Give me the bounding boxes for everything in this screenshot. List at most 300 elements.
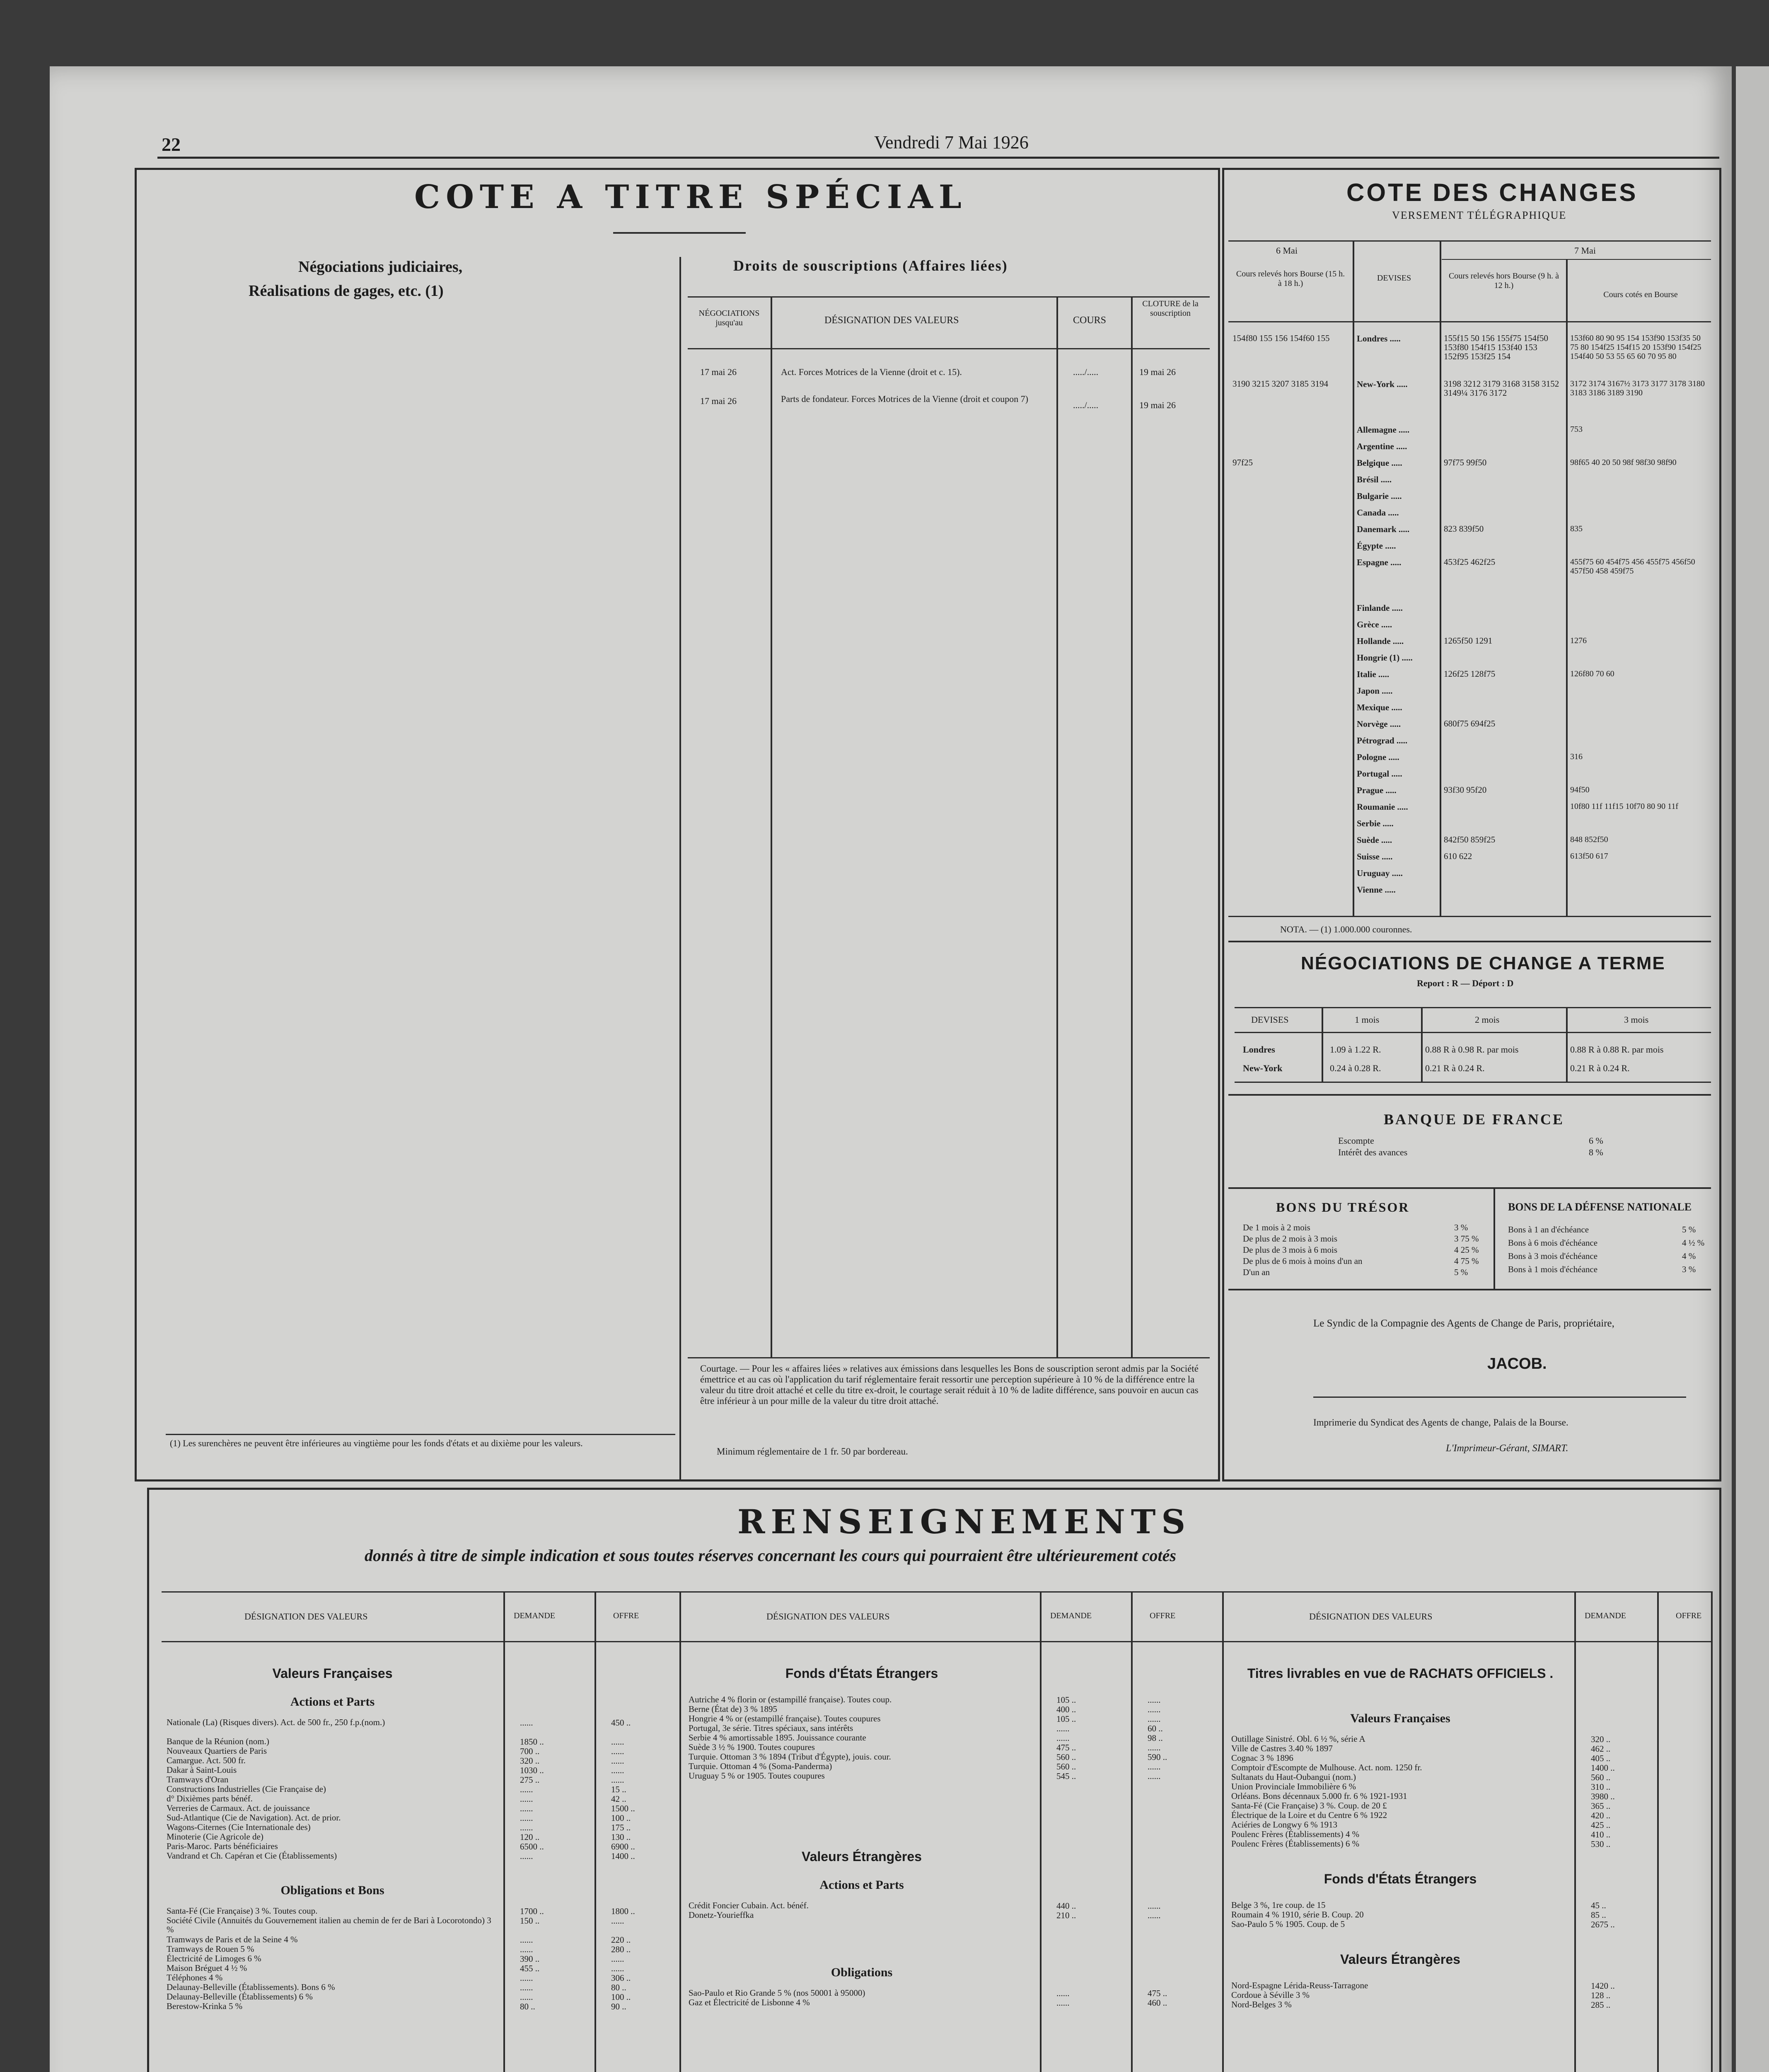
rens-row-designation: Électricité de Limoges 6 %	[167, 1953, 261, 1963]
changes-row-c4: 10f80 11f 11f15 10f70 80 90 11f	[1570, 802, 1679, 811]
changes-col4: Cours cotés en Bourse	[1603, 290, 1678, 299]
bons-defense-label: Bons à 3 mois d'échéance	[1508, 1251, 1598, 1261]
rens-section-heading: Valeurs Françaises	[272, 1666, 393, 1681]
terme-col-line	[1322, 1007, 1323, 1082]
rens-col-offre: OFFRE	[1150, 1611, 1176, 1620]
rens-row-offre: ......	[1148, 1704, 1161, 1714]
rens-row-offre: ......	[611, 1737, 624, 1747]
changes-row-c4: 153f60 80 90 95 154 153f90 153f35 50 75 80 154f25 154f15 20 153f90 154f25 154f40 50 53 55 65 60 70 95 80	[1570, 334, 1701, 361]
gerant-line: L'Imprimeur-Gérant, SIMART.	[1446, 1443, 1568, 1454]
rens-row-demande: 320 ..	[1591, 1734, 1611, 1744]
avances-value: 8 %	[1589, 1147, 1603, 1157]
rens-row-designation: Nouveaux Quartiers de Paris	[167, 1746, 267, 1756]
rens-col-line	[594, 1591, 596, 2072]
renseignements-subtitle: donnés à titre de simple indication et sous toutes réserves concernant les cours qui pourraient être ultérieurement cotés	[365, 1546, 1176, 1565]
rens-row-demande: 462 ..	[1591, 1744, 1611, 1754]
rens-row-demande: 85 ..	[1591, 1910, 1606, 1920]
rens-row-demande: 425 ..	[1591, 1820, 1611, 1830]
rens-row-demande: ......	[520, 1813, 533, 1823]
changes-row-c3: 610 622	[1444, 851, 1472, 861]
changes-row-devise: Suisse .....	[1357, 852, 1393, 862]
rens-row-demande: 310 ..	[1591, 1782, 1611, 1792]
rens-row-demande: 530 ..	[1591, 1839, 1611, 1849]
changes-col-line-3	[1566, 259, 1568, 916]
rens-row-offre: ......	[1148, 1771, 1161, 1781]
changes-row-devise: Allemagne .....	[1357, 425, 1410, 435]
rens-row-designation: Dakar à Saint-Louis	[167, 1765, 237, 1775]
rens-row-designation: Sultanats du Haut-Oubangui (nom.)	[1231, 1772, 1356, 1782]
changes-row-devise: Suède .....	[1357, 835, 1392, 845]
changes-row-c3: 1265f50 1291	[1444, 636, 1493, 646]
rens-row-designation: Tramways de Paris et de la Seine 4 %	[167, 1934, 298, 1944]
rens-row-demande: 1850 ..	[520, 1737, 544, 1747]
rens-row-designation: Sud-Atlantique (Cie de Navigation). Act. de prior.	[167, 1813, 341, 1823]
changes-row-devise: Pologne .....	[1357, 752, 1399, 762]
rens-row-demande: 365 ..	[1591, 1801, 1611, 1811]
rens-row-offre: ......	[1148, 1901, 1161, 1911]
rens-row-offre: ......	[611, 1963, 624, 1973]
rens-row-demande: ......	[520, 1794, 533, 1804]
header-rule	[157, 157, 1719, 159]
droits-bottom-rule	[688, 1357, 1210, 1358]
rens-row-offre: ......	[1148, 1910, 1161, 1920]
rens-row-demande: ......	[520, 1784, 533, 1794]
bons-tresor-label: De plus de 6 mois à moins d'un an	[1243, 1256, 1363, 1266]
col-negociations: NÉGOCIATIONS jusqu'au	[698, 309, 760, 327]
changes-col-line-2	[1440, 240, 1441, 916]
rens-row-designation: Téléphones 4 %	[167, 1973, 223, 1982]
rens-row-demande: 560 ..	[1591, 1772, 1611, 1782]
rens-row-demande: 405 ..	[1591, 1753, 1611, 1763]
changes-row-c1: 97f25	[1232, 457, 1253, 467]
changes-row-c1: 154f80 155 156 154f60 155	[1232, 333, 1330, 343]
changes-row-devise: Belgique .....	[1357, 458, 1402, 468]
rens-row-designation: Constructions Industrielles (Cie Française de)	[167, 1784, 326, 1794]
terme-row-devise: Londres	[1243, 1044, 1275, 1055]
rens-row-demande: ......	[520, 1718, 533, 1728]
changes-header-rule	[1228, 321, 1711, 322]
rens-row-offre: ......	[1148, 1714, 1161, 1724]
rens-row-demande: ......	[520, 1851, 533, 1861]
changes-subtitle: VERSEMENT TÉLÉGRAPHIQUE	[1392, 209, 1567, 221]
changes-row-c3: 97f75 99f50	[1444, 457, 1487, 467]
changes-row-c3: 823 839f50	[1444, 524, 1484, 534]
escompte-value: 6 %	[1589, 1135, 1603, 1146]
bons-defense-title: BONS DE LA DÉFENSE NATIONALE	[1508, 1201, 1692, 1213]
bons-divider	[1494, 1187, 1495, 1289]
terme-head-2mois: 2 mois	[1475, 1014, 1500, 1025]
rens-row-offre: 98 ..	[1148, 1733, 1163, 1743]
rens-row-designation: Hongrie 4 % or (estampillé française). Toutes coupures	[689, 1714, 881, 1723]
rens-row-demande: ......	[1056, 1723, 1070, 1733]
changes-date-left: 6 Mai	[1276, 245, 1298, 256]
rens-row-designation: Suède 3 ½ % 1900. Toutes coupures	[689, 1742, 815, 1752]
changes-date-right: 7 Mai	[1574, 245, 1596, 256]
changes-row-c4: 1276	[1570, 636, 1587, 645]
date-right-rule	[1442, 259, 1711, 260]
escompte-label: Escompte	[1338, 1135, 1374, 1146]
rens-row-designation: Poulenc Frères (Établissements) 4 %	[1231, 1829, 1360, 1839]
terme-title: NÉGOCIATIONS DE CHANGE A TERME	[1301, 953, 1665, 973]
terme-row-3mois: 0.88 R à 0.88 R. par mois	[1570, 1044, 1664, 1055]
left-footnote: (1) Les surenchères ne peuvent être inférieures au vingtième pour les fonds d'états et au dixième pour les valeurs.	[170, 1438, 583, 1448]
droits-row-cloture: 19 mai 26	[1139, 367, 1176, 377]
rens-subheading: Obligations et Bons	[280, 1883, 384, 1897]
terme-head-3mois: 3 mois	[1624, 1014, 1649, 1025]
changes-row-c3: 155f15 50 156 155f75 154f50 153f80 154f15 153f40 153 152f95 153f25 154	[1444, 333, 1548, 361]
rens-row-designation: Nord-Espagne Lérida-Reuss-Tarragone	[1231, 1980, 1368, 1990]
rens-row-offre: 460 ..	[1148, 1998, 1167, 2008]
rens-row-offre: 42 ..	[611, 1794, 626, 1804]
rens-row-designation: Turquie. Ottoman 4 % (Soma-Panderma)	[689, 1761, 832, 1771]
droits-col-line-1	[771, 296, 772, 1357]
changes-row-c4: 98f65 40 20 50 98f 98f30 98f90	[1570, 458, 1677, 467]
droits-col-line-3	[1131, 296, 1133, 1357]
rens-row-offre: 175 ..	[611, 1823, 631, 1832]
changes-row-c4: 455f75 60 454f75 456 455f75 456f50 457f50 458 459f75	[1570, 557, 1695, 576]
changes-row-devise: Bulgarie .....	[1357, 491, 1402, 501]
rens-row-designation: Banque de la Réunion (nom.)	[167, 1736, 269, 1746]
droits-row-designation: Parts de fondateur. Forces Motrices de la Vienne (droit et coupon 7)	[781, 394, 1028, 404]
bons-tresor-label: De plus de 3 mois à 6 mois	[1243, 1245, 1338, 1255]
rens-row-demande: ......	[520, 1944, 533, 1954]
bons-defense-label: Bons à 6 mois d'échéance	[1508, 1238, 1598, 1248]
syndic-name: JACOB.	[1487, 1355, 1547, 1372]
rens-row-offre: ......	[611, 1775, 624, 1785]
rens-col-demande: DEMANDE	[1050, 1611, 1092, 1620]
bons-tresor-value: 3 75 %	[1454, 1234, 1479, 1244]
rens-col-demande: DEMANDE	[1585, 1611, 1626, 1620]
rens-row-offre: ......	[1148, 1743, 1161, 1752]
terme-header-top	[1235, 1007, 1711, 1008]
rens-row-demande: 1400 ..	[1591, 1763, 1615, 1773]
rens-row-offre: 450 ..	[611, 1718, 631, 1728]
changes-title: COTE DES CHANGES	[1346, 179, 1638, 206]
droits-row-cours: ...../.....	[1073, 367, 1099, 377]
bons-defense-value: 4 %	[1682, 1251, 1696, 1261]
rens-row-offre: 590 ..	[1148, 1752, 1167, 1762]
changes-row-devise: Hollande .....	[1357, 636, 1404, 646]
changes-row-devise: Pétrograd .....	[1357, 736, 1408, 746]
adjacent-page-edge	[1736, 66, 1769, 2072]
terme-col-line	[1566, 1007, 1568, 1082]
changes-row-devise: Italie .....	[1357, 669, 1390, 679]
changes-row-devise: Norvège .....	[1357, 719, 1401, 729]
rens-row-designation: Tramways de Rouen 5 %	[167, 1944, 254, 1954]
rens-row-offre: 6900 ..	[611, 1842, 635, 1852]
changes-row-devise: Serbie .....	[1357, 818, 1394, 828]
rens-row-demande: 320 ..	[520, 1756, 540, 1766]
rens-row-demande: 400 ..	[1056, 1704, 1076, 1714]
rens-row-designation: Delaunay-Belleville (Établissements) 6 %	[167, 1992, 313, 2002]
changes-nota: NOTA. — (1) 1.000.000 couronnes.	[1280, 924, 1412, 934]
rens-row-demande: 560 ..	[1056, 1762, 1076, 1772]
banque-top-rule	[1228, 1094, 1711, 1096]
courtage-minimum: Minimum réglementaire de 1 fr. 50 par bordereau.	[717, 1446, 908, 1457]
syndic-line: Le Syndic de la Compagnie des Agents de Change de Paris, propriétaire,	[1313, 1318, 1614, 1329]
changes-row-devise: Grèce .....	[1357, 620, 1392, 629]
rens-row-demande: 6500 ..	[520, 1842, 544, 1852]
rens-row-designation: Donetz-Yourieffka	[689, 1910, 754, 1920]
imprimerie-line: Imprimerie du Syndicat des Agents de change, Palais de la Bourse.	[1313, 1417, 1568, 1428]
droits-row-cours: ...../.....	[1073, 400, 1099, 410]
changes-row-devise: Japon .....	[1357, 686, 1393, 696]
changes-row-c3: 126f25 128f75	[1444, 669, 1496, 679]
rens-row-offre: 80 ..	[611, 1982, 626, 1992]
bons-defense-value: 5 %	[1682, 1225, 1696, 1234]
rens-row-designation: Comptoir d'Escompte de Mulhouse. Act. nom. 1250 fr.	[1231, 1762, 1422, 1772]
bons-defense-label: Bons à 1 mois d'échéance	[1508, 1264, 1598, 1274]
changes-row-devise: New-York .....	[1357, 379, 1408, 389]
changes-row-devise: Danemark .....	[1357, 524, 1410, 534]
banque-title: BANQUE DE FRANCE	[1384, 1111, 1565, 1128]
changes-frame	[1222, 168, 1721, 1481]
rens-row-demande: 410 ..	[1591, 1830, 1611, 1840]
changes-row-c4: 848 852f50	[1570, 835, 1608, 844]
realisations-heading: Réalisations de gages, etc. (1)	[249, 282, 444, 300]
rens-subheading: Valeurs Françaises	[1350, 1711, 1450, 1725]
rens-row-offre: ......	[611, 1756, 624, 1766]
rens-section-heading: Valeurs Étrangères	[1340, 1952, 1460, 1967]
terme-subtitle: Report : R — Déport : D	[1417, 978, 1514, 988]
rens-row-designation: Cordoue à Séville 3 %	[1231, 1990, 1310, 2000]
rens-row-designation: Sao-Paulo 5 % 1905. Coup. de 5	[1231, 1919, 1345, 1929]
rens-row-demande: 150 ..	[520, 1916, 540, 1926]
rens-row-demande: 420 ..	[1591, 1811, 1611, 1820]
rens-col-designation: DÉSIGNATION DES VALEURS	[244, 1611, 368, 1622]
changes-row-c3: 93f30 95f20	[1444, 785, 1487, 795]
rens-row-designation: Orléans. Bons décennaux 5.000 fr. 6 % 1921-1931	[1231, 1791, 1407, 1801]
rens-col-line	[1131, 1591, 1133, 2072]
rens-section-heading: Valeurs Étrangères	[802, 1849, 922, 1864]
rens-row-demande: 390 ..	[520, 1954, 540, 1964]
changes-col1: Cours relevés hors Bourse (15 h. à 18 h.)	[1236, 269, 1345, 288]
rens-row-designation: Nationale (La) (Risques divers). Act. de 500 fr., 250 f.p.(nom.)	[167, 1717, 385, 1727]
rens-row-demande: 128 ..	[1591, 1990, 1611, 2000]
bons-defense-value: 4 ½ %	[1682, 1238, 1705, 1248]
terme-top-rule	[1228, 941, 1711, 942]
rens-row-demande: 105 ..	[1056, 1695, 1076, 1705]
changes-top-rule	[1228, 240, 1711, 242]
rens-row-demande: 3980 ..	[1591, 1791, 1615, 1801]
rens-row-demande: 2675 ..	[1591, 1920, 1615, 1929]
rens-header-bottom	[162, 1641, 1711, 1642]
rens-row-designation: Delaunay-Belleville (Établissements). Bons 6 %	[167, 1982, 335, 1992]
droits-row-date: 17 mai 26	[700, 367, 737, 377]
rens-row-demande: 120 ..	[520, 1832, 540, 1842]
bons-tresor-title: BONS DU TRÉSOR	[1276, 1200, 1410, 1215]
rens-row-designation: Turquie. Ottoman 3 % 1894 (Tribut d'Égypte), jouis. cour.	[689, 1752, 891, 1762]
rens-row-designation: Santa-Fé (Cie Française) 3 %. Toutes coup.	[167, 1906, 318, 1916]
rens-row-designation: Roumain 4 % 1910, série B. Coup. 20	[1231, 1910, 1364, 1920]
changes-row-devise: Portugal .....	[1357, 769, 1402, 779]
changes-bottom-rule	[1228, 916, 1711, 917]
rens-row-demande: ......	[520, 1973, 533, 1983]
rens-col-demande: DEMANDE	[514, 1611, 555, 1620]
changes-row-devise: Finlande .....	[1357, 603, 1403, 613]
footnote-rule	[166, 1434, 675, 1435]
rens-row-offre: ......	[1148, 1695, 1161, 1705]
rens-row-designation: Verreries de Carmaux. Act. de jouissance	[167, 1803, 310, 1813]
rens-section-heading: Fonds d'États Étrangers	[1324, 1871, 1477, 1886]
rens-row-demande: ......	[520, 1823, 533, 1832]
rens-row-offre: 100 ..	[611, 1813, 631, 1823]
cote-special-title: COTE A TITRE SPÉCIAL	[414, 178, 967, 216]
changes-row-c4: 3172 3174 3167½ 3173 3177 3178 3180 3183 3186 3189 3190	[1570, 379, 1705, 397]
rens-row-designation: Tramways d'Oran	[167, 1774, 229, 1784]
courtage-note: Courtage. — Pour les « affaires liées » relatives aux émissions dans lesquelles les Bons de souscription seront admis par la Société émettrice et au cas où l'application du tarif réglementaire ferait ressortir une perception supérieure à 10 % de la différence entre la valeur du titre droit attaché et celle du titre ex-droit, le courtage serait réduit à 10 % de ladite différence, sans pouvoir en aucun cas être inférieur à un pour mille de la valeur du titre droit attaché.	[700, 1363, 1199, 1406]
changes-col2: DEVISES	[1377, 274, 1411, 283]
rens-col-line	[1040, 1591, 1042, 2072]
rens-row-offre: 306 ..	[611, 1973, 631, 1983]
rens-row-designation: Minoterie (Cie Agricole de)	[167, 1832, 263, 1842]
rens-row-designation: Ville de Castres 3.40 % 1897	[1231, 1743, 1333, 1753]
rens-subheading: Actions et Parts	[290, 1695, 375, 1709]
changes-row-c4: 613f50 617	[1570, 852, 1608, 861]
changes-row-c4: 126f80 70 60	[1570, 669, 1614, 678]
rens-col-line	[679, 1591, 681, 2072]
rens-row-demande: 560 ..	[1056, 1752, 1076, 1762]
rens-row-designation: Serbie 4 % amortissable 1895. Jouissance courante	[689, 1733, 866, 1743]
droits-row-cloture: 19 mai 26	[1139, 400, 1176, 410]
rens-row-designation: Berne (État de) 3 % 1895	[689, 1704, 778, 1714]
rens-row-designation: Société Civile (Annuités du Gouvernement italien au chemin de fer de Bari à Locorotondo) 3 %	[167, 1915, 491, 1934]
changes-row-devise: Hongrie (1) .....	[1357, 653, 1413, 663]
rens-col-line	[1222, 1591, 1224, 2072]
rens-subheading: Obligations	[831, 1965, 893, 1979]
rens-row-demande: 275 ..	[520, 1775, 540, 1785]
col-designation: DÉSIGNATION DES VALEURS	[824, 315, 959, 326]
rens-row-offre: 1800 ..	[611, 1906, 635, 1916]
terme-head-devises: DEVISES	[1251, 1014, 1289, 1025]
rens-row-designation: Berestow-Krinka 5 %	[167, 2001, 243, 2011]
rens-col-line	[1711, 1591, 1713, 2072]
rens-row-designation: Aciéries de Longwy 6 % 1913	[1231, 1820, 1338, 1830]
bons-tresor-label: De 1 mois à 2 mois	[1243, 1222, 1310, 1232]
changes-row-devise: Mexique .....	[1357, 702, 1402, 712]
rens-row-demande: 105 ..	[1056, 1714, 1076, 1724]
bons-tresor-value: 3 %	[1454, 1222, 1468, 1232]
rens-row-demande: 45 ..	[1591, 1900, 1606, 1910]
rens-col-line	[1657, 1591, 1659, 2072]
terme-header-bottom	[1235, 1032, 1711, 1033]
bons-tresor-value: 4 25 %	[1454, 1245, 1479, 1255]
rens-row-demande: ......	[520, 1982, 533, 1992]
bons-top-rule	[1228, 1187, 1711, 1189]
changes-row-c3: 3198 3212 3179 3168 3158 3152 3149¼ 3176 3172	[1444, 379, 1559, 398]
col-cloture: CLOTURE de la souscription	[1142, 299, 1199, 318]
rens-row-offre: 15 ..	[611, 1784, 626, 1794]
rens-row-designation: Belge 3 %, 1re coup. de 15	[1231, 1900, 1326, 1910]
rens-row-offre: ......	[611, 1746, 624, 1756]
changes-row-c3: 453f25 462f25	[1444, 557, 1496, 567]
changes-row-devise: Argentine .....	[1357, 441, 1407, 451]
rens-col-line	[503, 1591, 505, 2072]
terme-head-1mois: 1 mois	[1355, 1014, 1380, 1025]
cote-special-divider	[679, 257, 681, 1479]
terme-row-2mois: 0.88 R à 0.98 R. par mois	[1425, 1044, 1519, 1055]
syndic-top-rule	[1228, 1289, 1711, 1290]
rens-row-offre: ......	[611, 1916, 624, 1926]
rens-row-offre: 60 ..	[1148, 1723, 1163, 1733]
rens-header-top	[162, 1591, 1711, 1593]
syndic-rule	[1313, 1397, 1686, 1398]
rens-row-designation: Wagons-Citernes (Cie Internationale des)	[167, 1822, 311, 1832]
rens-row-offre: 130 ..	[611, 1832, 631, 1842]
rens-row-designation: Maison Bréguet 4 ½ %	[167, 1963, 247, 1973]
rens-row-demande: 545 ..	[1056, 1771, 1076, 1781]
terme-bottom-rule	[1235, 1082, 1711, 1083]
rens-row-designation: Poulenc Frères (Établissements) 6 %	[1231, 1839, 1360, 1849]
col-cours: COURS	[1073, 315, 1107, 326]
changes-row-devise: Roumanie .....	[1357, 802, 1408, 812]
changes-row-c3: 680f75 694f25	[1444, 719, 1496, 729]
rens-row-offre: 220 ..	[611, 1935, 631, 1945]
changes-row-c4: 316	[1570, 752, 1583, 761]
changes-row-c3: 842f50 859f25	[1444, 835, 1496, 845]
changes-row-devise: Canada .....	[1357, 508, 1399, 518]
rens-row-demande: 285 ..	[1591, 2000, 1611, 2010]
title-ornament	[613, 232, 746, 234]
rens-row-designation: Camargue. Act. 500 fr.	[167, 1755, 246, 1765]
rens-col-designation: DÉSIGNATION DES VALEURS	[1309, 1611, 1433, 1622]
rens-row-demande: 475 ..	[1056, 1743, 1076, 1752]
rens-row-demande: 1700 ..	[520, 1906, 544, 1916]
rens-row-offre: 280 ..	[611, 1944, 631, 1954]
rens-section-heading: Fonds d'États Étrangers	[785, 1666, 938, 1681]
avances-label: Intérêt des avances	[1338, 1147, 1408, 1157]
page-number: 22	[162, 134, 181, 155]
rens-row-designation: Paris-Maroc. Parts bénéficiaires	[167, 1841, 278, 1851]
changes-col3: Cours relevés hors Bourse (9 h. à 12 h.)	[1448, 271, 1559, 290]
terme-col-line	[1421, 1007, 1423, 1082]
rens-row-offre: ......	[1148, 1762, 1161, 1772]
negociations-heading: Négociations judiciaires,	[298, 258, 463, 276]
rens-row-demande: 1030 ..	[520, 1765, 544, 1775]
changes-row-devise: Londres .....	[1357, 334, 1401, 344]
rens-row-designation: Cognac 3 % 1896	[1231, 1753, 1293, 1763]
rens-col-line	[1574, 1591, 1576, 2072]
droits-col-line-2	[1056, 296, 1058, 1357]
rens-row-demande: ......	[520, 1935, 533, 1945]
changes-row-c4: 94f50	[1570, 785, 1590, 794]
rens-row-offre: ......	[611, 1765, 624, 1775]
changes-row-devise: Égypte .....	[1357, 541, 1396, 551]
rens-row-demande: ......	[1056, 1733, 1070, 1743]
terme-row-2mois: 0.21 R à 0.24 R.	[1425, 1063, 1485, 1073]
changes-row-devise: Uruguay .....	[1357, 868, 1403, 878]
bons-defense-value: 3 %	[1682, 1264, 1696, 1274]
rens-row-designation: d° Dixièmes parts bénéf.	[167, 1794, 253, 1803]
renseignements-title: RENSEIGNEMENTS	[737, 1502, 1191, 1541]
terme-row-devise: New-York	[1243, 1063, 1283, 1073]
bons-tresor-label: De plus de 2 mois à 3 mois	[1243, 1234, 1338, 1244]
rens-section-heading: Titres livrables en vue de RACHATS OFFICIELS .	[1247, 1666, 1554, 1681]
rens-row-designation: Portugal, 3e série. Titres spéciaux, sans intérêts	[689, 1723, 853, 1733]
rens-col-designation: DÉSIGNATION DES VALEURS	[766, 1611, 890, 1622]
rens-row-demande: 1420 ..	[1591, 1981, 1615, 1991]
rens-row-offre: ......	[611, 1954, 624, 1964]
rens-row-demande: 210 ..	[1056, 1910, 1076, 1920]
bons-tresor-label: D'un an	[1243, 1267, 1270, 1277]
rens-row-demande: ......	[520, 1992, 533, 2002]
rens-row-offre: 1400 ..	[611, 1851, 635, 1861]
rens-row-offre: 90 ..	[611, 2002, 626, 2011]
rens-row-offre: 100 ..	[611, 1992, 631, 2002]
rens-row-demande: 440 ..	[1056, 1901, 1076, 1911]
rens-row-demande: ......	[520, 1803, 533, 1813]
rens-row-designation: Gaz et Électricité de Lisbonne 4 %	[689, 1997, 810, 2007]
